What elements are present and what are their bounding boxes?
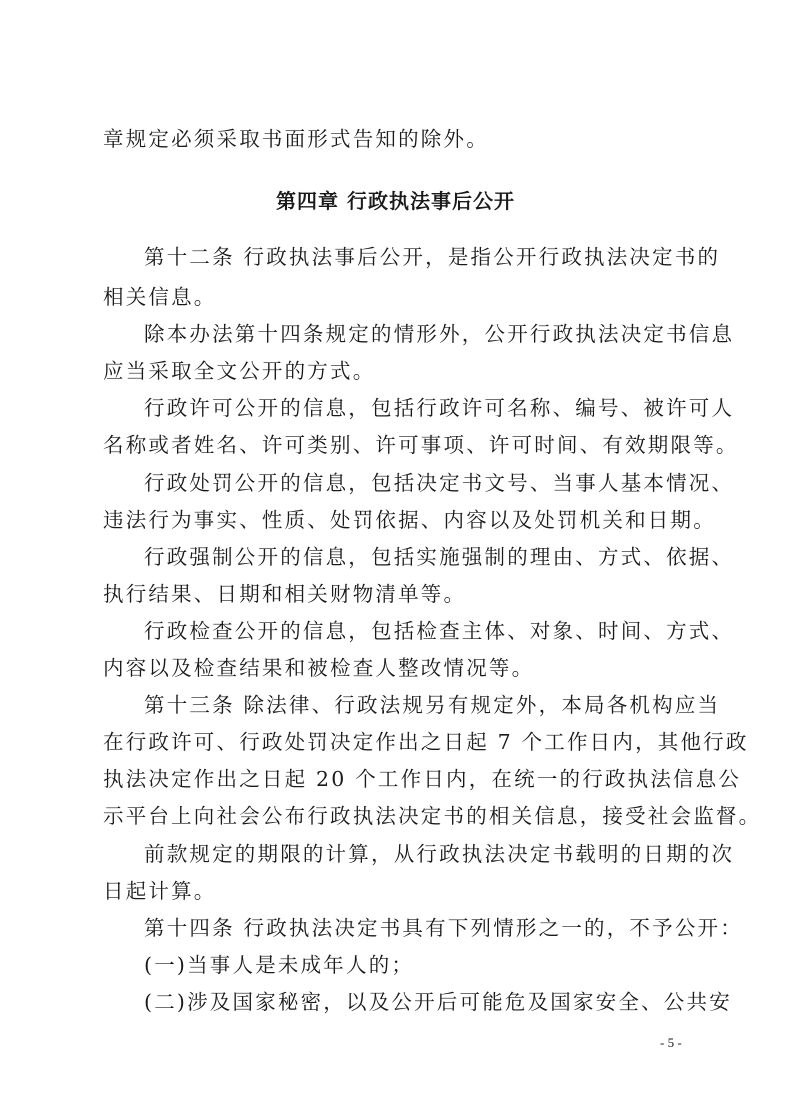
paragraph-line: 名称或者姓名、许可类别、许可事项、许可时间、有效期限等。 [103,433,739,457]
paragraph-line: 前款规定的期限的计算，从行政执法决定书载明的日期的次 [144,842,735,866]
chapter-title: 第四章 行政执法事后公开 [276,189,515,213]
paragraph-line: 行政许可公开的信息，包括行政许可名称、编号、被许可人 [144,396,735,420]
article-14-line-1: 第十四条 行政执法决定书具有下列情形之一的，不予公开： [144,916,743,940]
list-item-2: (二)涉及国家秘密，以及公开后可能危及国家安全、公共安 [144,990,732,1014]
article-13-line-4: 示平台上向社会公布行政执法决定书的相关信息，接受社会监督。 [103,804,762,828]
paragraph-line: 日起计算。 [103,879,217,903]
article-12-line-2: 相关信息。 [103,285,217,309]
paragraph-line: 应当采取全文公开的方式。 [103,359,376,383]
article-13-line-3: 执法决定作出之日起 20 个工作日内，在统一的行政执法信息公 [103,767,742,791]
paragraph-line: 行政处罚公开的信息，包括决定书文号、当事人基本情况、 [144,471,735,495]
article-12-line-1: 第十二条 行政执法事后公开，是指公开行政执法决定书的 [144,245,721,269]
paragraph-line: 章规定必须采取书面形式告知的除外。 [103,127,489,151]
page-number: - 5 - [660,1035,682,1050]
article-13-line-1: 第十三条 除法律、行政法规另有规定外，本局各机构应当 [144,693,721,717]
list-item-1: (一)当事人是未成年人的； [144,953,415,977]
paragraph-line: 执行结果、日期和相关财物清单等。 [103,582,467,606]
paragraph-line: 违法行为事实、性质、处罚依据、内容以及处罚机关和日期。 [103,508,716,532]
paragraph-line: 行政强制公开的信息，包括实施强制的理由、方式、依据、 [144,545,735,569]
paragraph-line: 内容以及检查结果和被检查人整改情况等。 [103,656,535,680]
article-13-line-2: 在行政许可、行政处罚决定作出之日起 7 个工作日内，其他行政 [103,730,749,754]
paragraph-line: 行政检查公开的信息，包括检查主体、对象、时间、方式、 [144,619,735,643]
paragraph-line: 除本办法第十四条规定的情形外，公开行政执法决定书信息 [144,322,735,346]
